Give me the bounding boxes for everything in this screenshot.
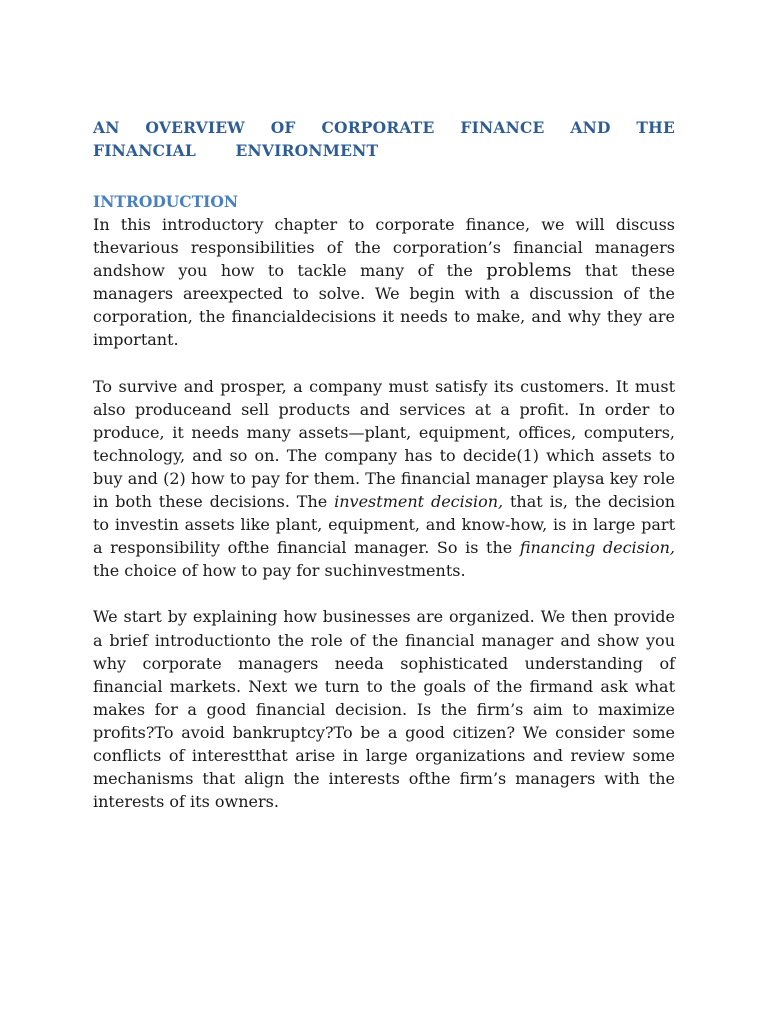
title-line-1: AN OVERVIEW OF CORPORATE FINANCE AND THE: [93, 118, 675, 137]
paragraph-2-italic-financing: financing decision,: [519, 538, 676, 558]
paragraph-2-part-a: To survive and prosper, a company must satisfy its customers. It must also produceand sell products and services at a profit. In order to produce, it needs many assets—plant, equipment, offices, computers, technology, and so on. The company has to decide(1) which assets to buy and (2) how to pay for them. The financial manager playsa key role in both these decisions. The: [93, 376, 675, 512]
document-page: [93, 116, 675, 813]
section-heading: INTRODUCTION: [93, 192, 239, 211]
paragraph-1-part-c: that these managers areexpected to solve. We begin with a discussion of the corporation, the financialdecisions it needs to make, and why they are important.: [93, 261, 676, 350]
paragraph-2-part-c: that is, the decision to investin assets like plant, equipment, and know-how, is in large part a responsibility ofthe financial manager. So is the: [93, 492, 675, 558]
paragraph-2-part-e: the choice of how to pay for suchinvestments.: [93, 561, 466, 581]
paragraph-1: [93, 213, 675, 352]
paragraph-2-italic-investment: investment decision,: [334, 492, 504, 512]
paragraph-2: [93, 375, 675, 583]
title-line-2: FINANCIAL ENVIRONMENT: [93, 141, 379, 160]
paragraph-3: We start by explaining how businesses are organized. We then provide a brief introductionto the role of the financial manager and show you why corporate managers needa sophisticated understanding of financial markets. Next we turn to the goals of the firmand ask what makes for a good financial decision. Is the firm’s aim to maximize profits?To avoid bankruptcy?To be a good citizen? We consider some conflicts of interestthat arise in large organizations and review some mechanisms that align the interests ofthe firm’s managers with the interests of its owners.: [93, 607, 675, 812]
paragraph-1-emphasis: problems: [486, 260, 572, 282]
paragraph-1-part-a: In this introductory chapter to corporate finance, we will discuss thevarious responsibilities of the corporation’s financial managers andshow you how to tackle many of the: [93, 215, 675, 281]
document-title: [93, 116, 675, 162]
